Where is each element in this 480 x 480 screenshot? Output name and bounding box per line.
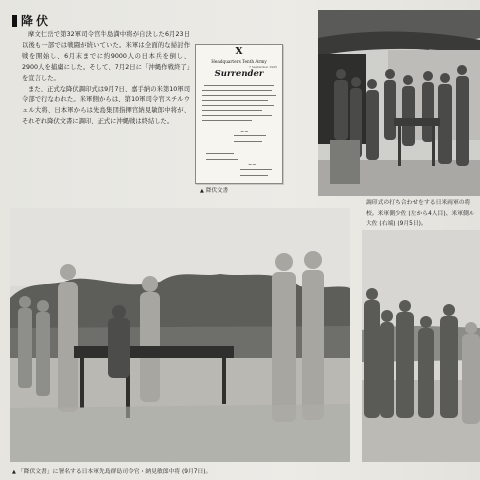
document-header: Headquarters Tenth Army — [211, 59, 267, 64]
main-photo-caption: ▲ 「降伏文書」に署名する日本軍先島群島司令官・納見敏郎中将 (9月7日)。 — [12, 469, 212, 475]
document-caption: ▲ 降伏文書 — [200, 188, 229, 194]
photo-officers-conference — [362, 230, 480, 462]
right-photo-caption: 調印式の打ち合わせをする日米両軍の将校。米軍側少佐 (左から4人目)、米軍側ル大佐 (右端) (9月5日)。 — [366, 200, 475, 227]
body-text — [22, 30, 190, 128]
section-heading — [12, 12, 51, 29]
surrender-document-image — [195, 44, 283, 184]
signature-mark: ~~ — [240, 129, 249, 135]
photo-signing-ceremony — [10, 208, 350, 462]
document-title: Surrender — [214, 69, 264, 79]
document-mark: X — [235, 47, 243, 57]
triangle-icon: ▲ — [12, 469, 16, 475]
signature-mark: ~~ — [248, 162, 257, 168]
photo-officers-meeting — [318, 10, 480, 196]
heading-marker — [12, 15, 17, 27]
body-paragraph-1: 摩文仁岳で第32軍司令官牛島満中将が自決した6月23日以後も一部では戦闘が続いていた。米軍は全面的な掃討作戦を開始し、6月末までに約9000人の日本兵を倒し、2900人を捕虜にした。そして、7月2日に「沖縄作戦終了」を宣言した。 — [22, 31, 190, 82]
section-title: 降伏 — [21, 14, 52, 28]
body-paragraph-2: また、正式な降伏調印式は9月7日、嘉手納の米第10軍司令部で行なわれた。米軍側からは、第10軍司令官スチルウェル大将、日本軍からは先島集団指揮官納見敏郎中将が、それぞれ降伏文書に調印、正式に沖縄戦は終結した。 — [22, 85, 190, 126]
triangle-icon: ▲ — [200, 188, 204, 194]
document-date: 7 September 1945 — [248, 65, 277, 69]
